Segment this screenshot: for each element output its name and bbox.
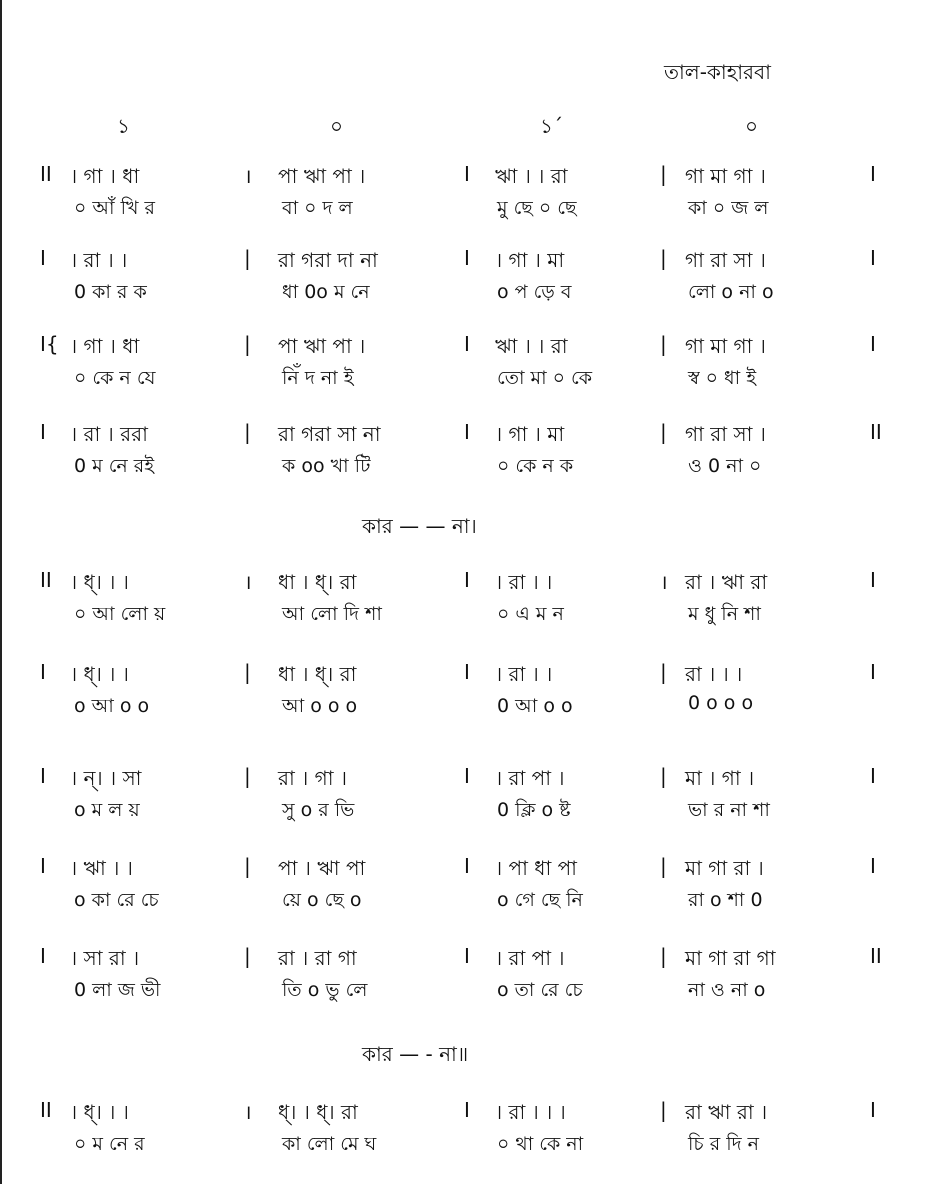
divider: |: [244, 944, 251, 968]
divider: |: [244, 660, 251, 684]
divider: |: [660, 854, 667, 878]
lyric-group: ০ কে ন যে: [74, 367, 156, 389]
bar-end: I: [870, 246, 876, 270]
interlude-text: কার — - না॥: [362, 1042, 469, 1066]
divider: |: [660, 944, 667, 968]
lyric-group: ০ কে ন ক: [497, 455, 574, 477]
swara-group: পা । ঋা পা: [278, 856, 366, 880]
bar-start: I: [40, 854, 46, 878]
divider: I: [464, 944, 470, 968]
swara-group: মা গা রা ।: [685, 856, 764, 880]
swara-group: গা রা সা ।: [685, 248, 766, 272]
lyric-group: লো o না o: [688, 281, 774, 303]
divider: |: [244, 420, 251, 444]
divider: |: [660, 162, 667, 186]
bar-start: II: [40, 162, 52, 186]
interlude-text: কার — — না।: [362, 514, 477, 538]
lyric-group: ০ এ ম ন: [497, 603, 564, 625]
bar-end: I: [870, 162, 876, 186]
bar-start: I: [40, 420, 46, 444]
swara-group: ধা । ধ্। রা: [278, 570, 357, 594]
swara-group: । ধ্। । ।: [70, 1100, 129, 1124]
swara-group: । ধ্। । ।: [70, 662, 129, 686]
lyric-group: সু o র ভি: [282, 799, 355, 821]
divider: ।: [244, 1100, 252, 1124]
lyric-group: ক oo খা টি: [282, 455, 371, 477]
divider: I: [464, 854, 470, 878]
bar-end: I: [870, 660, 876, 684]
lyric-group: o আ o o: [74, 695, 150, 717]
divider: |: [660, 1098, 667, 1122]
lyric-group: না ও না o: [688, 979, 766, 1001]
swara-group: । পা ধা পা: [495, 856, 577, 880]
swara-group: । ঋা । ।: [70, 856, 133, 880]
swara-group: রা । । ।: [685, 662, 743, 686]
beat-number: ১´: [540, 114, 563, 138]
lyric-group: নিঁ দ না ই: [282, 367, 354, 389]
divider: I: [464, 420, 470, 444]
lyric-group: বা ০ দ ল: [282, 197, 353, 219]
lyric-group: ০ আ লো য়: [74, 603, 166, 625]
divider: I: [464, 764, 470, 788]
lyric-group: o কা রে চে: [74, 889, 159, 911]
bar-end: I: [870, 764, 876, 788]
divider: |: [660, 764, 667, 788]
bar-start: I: [40, 944, 46, 968]
swara-group: রা ঋা রা ।: [685, 1100, 768, 1124]
swara-group: । গা । মা: [495, 422, 565, 446]
bar-start: I: [40, 246, 46, 270]
swara-group: । ন্। । সা: [70, 766, 142, 790]
swara-group: । রা । ।: [495, 570, 553, 594]
lyric-group: 0 o o o: [688, 692, 754, 714]
lyric-group: কা ০ জ ল: [688, 197, 769, 219]
swara-group: । রা পা ।: [495, 946, 565, 970]
swara-group: ধা । ধ্। রা: [278, 662, 357, 686]
divider: I: [464, 162, 470, 186]
lyric-group: আ o o o: [282, 695, 358, 717]
lyric-group: ও 0 না ০: [688, 455, 762, 477]
divider: ।: [244, 570, 252, 594]
divider: |: [244, 854, 251, 878]
swara-group: । রা । । ।: [495, 1100, 566, 1124]
swara-group: রা । রা গা: [278, 946, 357, 970]
lyric-group: o গে ছে নি: [497, 889, 583, 911]
lyric-group: ০ থা কে না: [497, 1133, 584, 1155]
swara-group: গা মা গা ।: [685, 334, 766, 358]
lyric-group: চি র দি ন: [688, 1133, 760, 1155]
bar-end: I: [870, 854, 876, 878]
swara-group: মা গা রা গা: [685, 946, 776, 970]
swara-group: রা গরা সা না: [278, 422, 381, 446]
bar-end: II: [870, 420, 882, 444]
swara-group: । গা । ধা: [70, 164, 140, 188]
lyric-group: 0 ক্লি o ষ্ট: [497, 799, 571, 821]
divider: |: [660, 420, 667, 444]
lyric-group: আ লো দি শা: [282, 603, 382, 625]
bar-start: I: [40, 660, 46, 684]
divider: I: [464, 660, 470, 684]
bar-end: II: [870, 944, 882, 968]
divider: I: [464, 332, 470, 356]
divider: I: [464, 568, 470, 592]
lyric-group: কা লো মে ঘ: [282, 1133, 377, 1155]
lyric-group: ০ ম নে র: [74, 1133, 145, 1155]
lyric-group: স্ব ০ ধা ই: [688, 367, 757, 389]
bar-end: I: [870, 1098, 876, 1122]
lyric-group: তো মা ০ কে: [497, 367, 593, 389]
swara-group: । রা । ।: [70, 248, 128, 272]
swara-group: ঋা । । রা: [495, 334, 568, 358]
swara-group: ধ্। । ধ্। রা: [278, 1100, 358, 1124]
bar-start: I: [40, 764, 46, 788]
swara-group: রা । ঋা রা: [685, 570, 768, 594]
lyric-group: তি o ভু লে: [282, 979, 368, 1001]
lyric-group: o তা রে চে: [497, 979, 583, 1001]
swara-group: রা । গা ।: [278, 766, 348, 790]
scan-edge: [0, 0, 2, 1184]
lyric-group: 0 কা র ক: [74, 281, 147, 303]
lyric-group: 0 ম নে রই: [74, 455, 155, 477]
swara-group: । রা । ।: [495, 662, 553, 686]
beat-number: ১: [117, 114, 130, 138]
bar-start: II: [40, 1098, 52, 1122]
divider: I: [464, 246, 470, 270]
swara-group: পা ঋা পা ।: [278, 334, 366, 358]
lyric-group: ভা র না শা: [688, 799, 770, 821]
swara-group: মা । গা ।: [685, 766, 755, 790]
bar-start: II: [40, 568, 52, 592]
lyric-group: o প ড়ে ব: [497, 281, 572, 303]
bar-end: I: [870, 332, 876, 356]
divider: |: [660, 332, 667, 356]
divider: |: [660, 660, 667, 684]
swara-group: । সা রা ।: [70, 946, 140, 970]
beat-number: ০: [745, 114, 759, 138]
lyric-group: য়ে o ছে o: [282, 889, 362, 911]
beat-number: ০: [330, 114, 344, 138]
swara-group: । ধ্। । ।: [70, 570, 129, 594]
bar-start: I{: [40, 332, 59, 356]
divider: |: [660, 246, 667, 270]
swara-group: পা ঋা পা ।: [278, 164, 366, 188]
swara-group: । গা । ধা: [70, 334, 140, 358]
lyric-group: 0 লা জ ভী: [74, 979, 161, 1001]
divider: |: [244, 764, 251, 788]
lyric-group: ০ আঁ খি র: [74, 197, 155, 219]
swara-group: গা রা সা ।: [685, 422, 766, 446]
swara-group: । রা পা ।: [495, 766, 565, 790]
swara-group: ঋা । । রা: [495, 164, 568, 188]
swara-group: গা মা গা ।: [685, 164, 766, 188]
swara-group: । রা । ররা: [70, 422, 148, 446]
divider: |: [244, 332, 251, 356]
swara-group: । গা । মা: [495, 248, 565, 272]
divider: ।: [660, 570, 668, 594]
taal-label: তাল-কাহারবা: [664, 60, 771, 84]
divider: ।: [244, 164, 252, 188]
lyric-group: o ম ল য়: [74, 799, 140, 821]
swara-group: রা গরা দা না: [278, 248, 378, 272]
bar-end: I: [870, 568, 876, 592]
lyric-group: মু ছে ০ ছে: [497, 197, 577, 219]
lyric-group: 0 আ o o: [497, 695, 573, 717]
lyric-group: ধা 0o ম নে: [282, 281, 370, 303]
divider: |: [244, 246, 251, 270]
lyric-group: রা o শা 0: [688, 889, 763, 911]
lyric-group: ম ধু নি শা: [688, 603, 761, 625]
divider: I: [464, 1098, 470, 1122]
